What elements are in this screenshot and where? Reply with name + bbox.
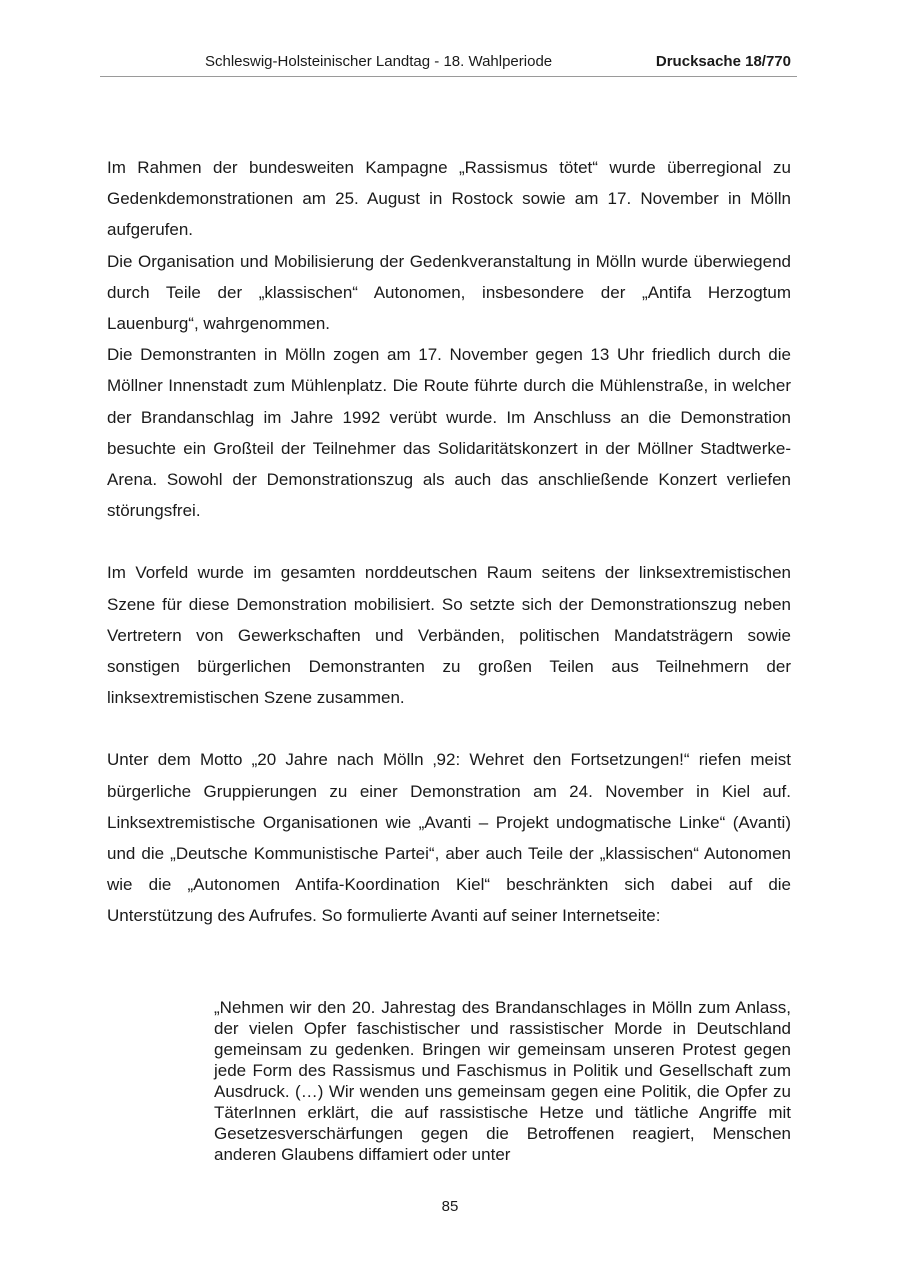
page-number: 85 bbox=[441, 1198, 459, 1215]
body-text bbox=[107, 152, 791, 932]
header-title: Schleswig-Holsteinischer Landtag - 18. Wahlperiode bbox=[205, 53, 553, 70]
paragraph-demonstranten: Die Demonstranten in Mölln zogen am 17. November gegen 13 Uhr friedlich durch die Möllner Innenstadt zum Mühlenplatz. Die Route führte durch die Mühlenstraße, in welcher der Brandanschlag im Jahre 1992 verübt wurde. Im Anschluss an die Demonstration besuchte ein Großteil der Teilnehmer das Solidaritätskonzert in der Möllner Stadtwerke-Arena. Sowohl der Demonstrationszug als auch das anschließende Konzert verliefen störungsfrei. bbox=[107, 345, 791, 521]
paragraph-organisation: Die Organisation und Mobilisierung der Gedenkveranstaltung in Mölln wurde überwiegend durch Teile der „klassischen“ Autonomen, insbesondere der „Antifa Herzogtum Lauenburg“, wahrgenommen. bbox=[107, 251, 791, 334]
paragraph-kampagne: Im Rahmen der bundesweiten Kampagne „Rassismus tötet“ wurde überregional zu Gedenkdemonstrationen am 25. August in Rostock sowie am 17. November in Mölln aufgerufen. bbox=[107, 158, 791, 240]
paragraph-motto: Unter dem Motto „20 Jahre nach Mölln ‚92: Wehret den Fortsetzungen!“ riefen meist bürgerliche Gruppierungen zu einer Demonstration am 24. November in Kiel auf. Linksextremistische Organisationen wie „Avanti – Projekt undogmatische Linke“ (Avanti) und die „Deutsche Kommunistische Partei“, aber auch Teile der „klassischen“ Autonomen wie die „Autonomen Antifa-Koordination Kiel“ beschränkten sich dabei auf die Unterstützung des Aufrufes. So formulierte Avanti auf seiner Internetseite: bbox=[107, 750, 791, 926]
page-header bbox=[100, 52, 797, 77]
block-quote: „Nehmen wir den 20. Jahrestag des Brandanschlages in Mölln zum Anlass, der vielen Opfer faschistischer und rassistischer Morde in Deutschland gemeinsam zu gedenken. Bringen wir gemeinsam unseren Protest gegen jede Form des Rassismus und Faschismus in Politik und Gesellschaft zum Ausdruck. (…) Wir wenden uns gemeinsam gegen eine Politik, die Opfer zu TäterInnen erklärt, die auf rassistische Hetze und tätliche Angriffe mit Gesetzesverschärfungen gegen die Betroffenen reagiert, Menschen anderen Glaubens diffamiert oder unter bbox=[214, 998, 791, 1164]
document-reference: Drucksache 18/770 bbox=[655, 53, 791, 70]
paragraph-vorfeld: Im Vorfeld wurde im gesamten norddeutschen Raum seitens der linksextremistischen Szene für diese Demonstration mobilisiert. So setzte sich der Demonstrationszug neben Vertretern von Gewerkschaften und Verbänden, politischen Mandatsträgern sowie sonstigen bürgerlichen Demonstranten zu großen Teilen aus Teilnehmern der linksextremistischen Szene zusammen. bbox=[107, 563, 791, 708]
